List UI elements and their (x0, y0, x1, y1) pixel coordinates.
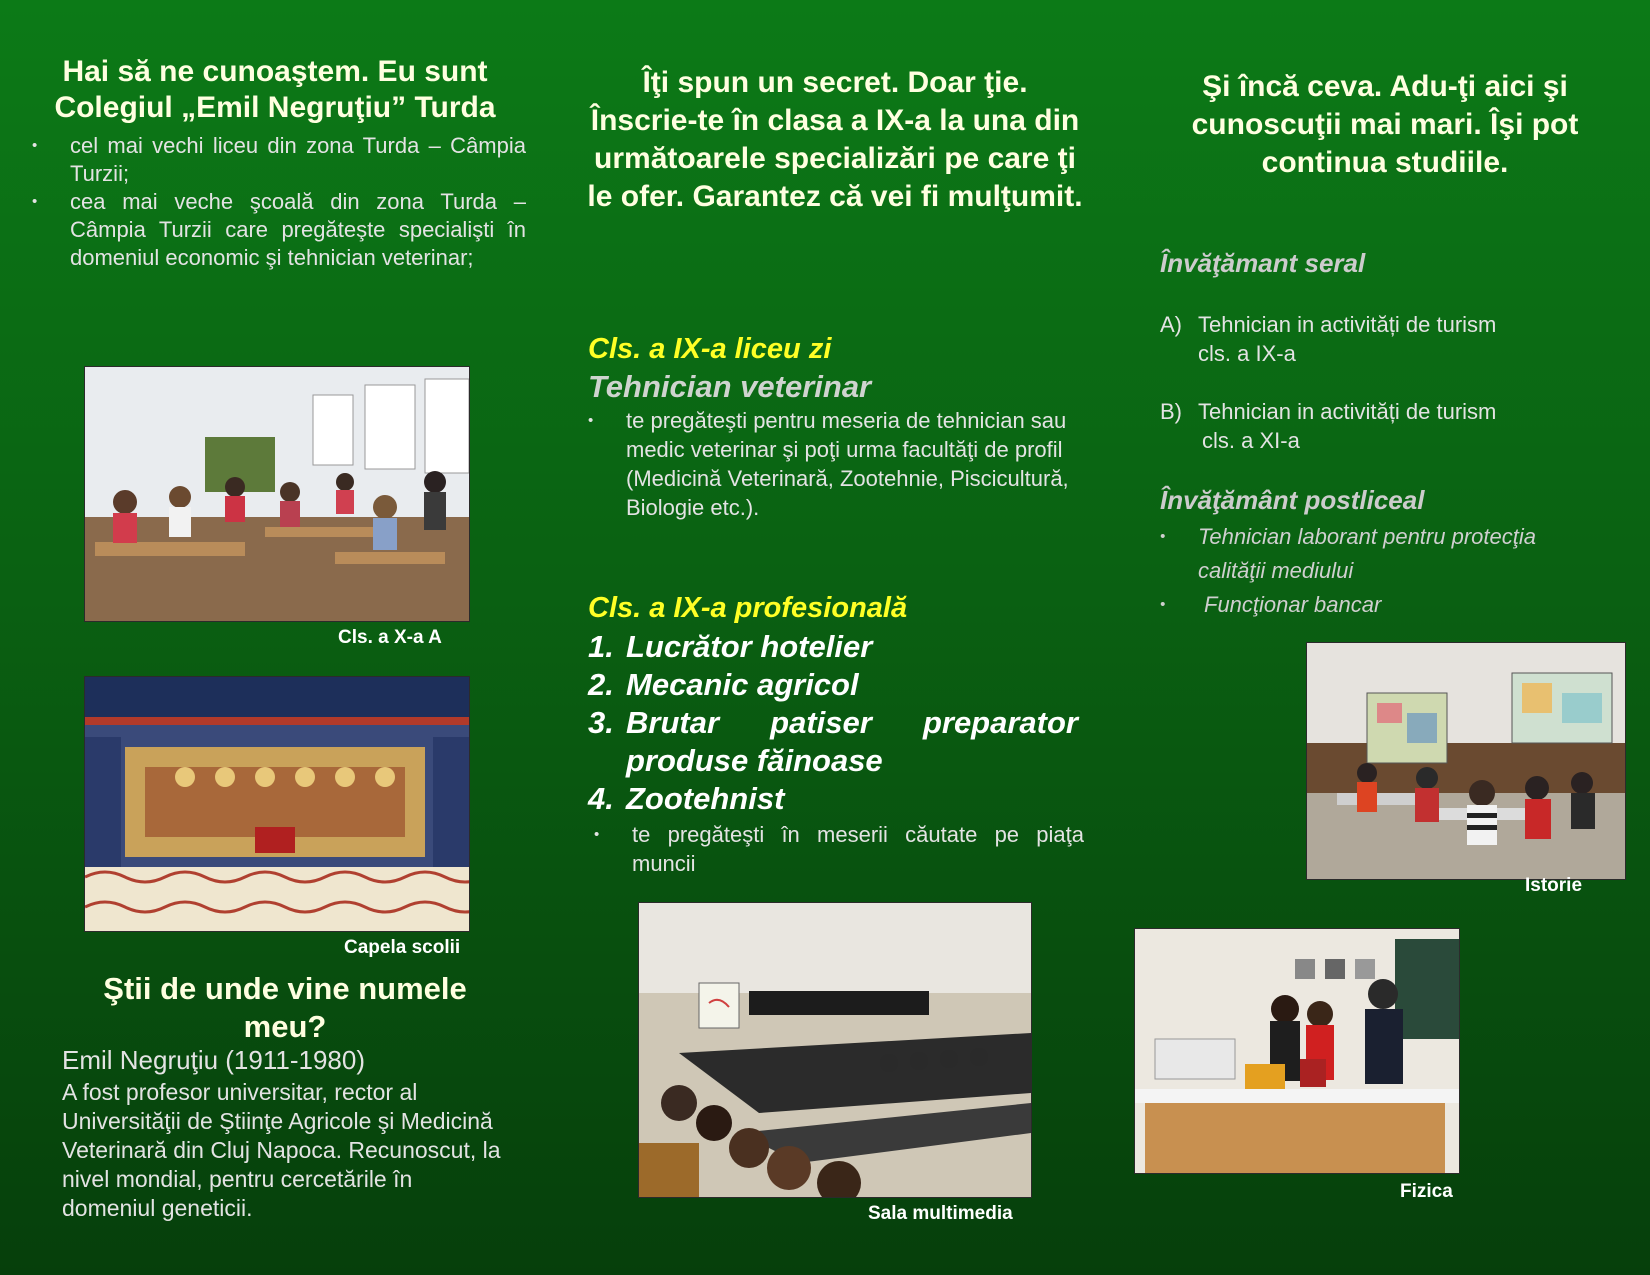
list-item: • Funcţionar bancar (1160, 588, 1600, 622)
postliceal-title: Învăţământ postliceal (1160, 485, 1425, 515)
sec2-title: Cls. a IX-a profesională (588, 592, 908, 624)
seral-title: Învăţămant seral (1160, 248, 1366, 278)
job-number: 1. (588, 629, 614, 664)
sec1-subtitle: Tehnician veterinar (588, 369, 872, 404)
name-origin-line1: Ştii de unde vine numele (103, 971, 467, 1006)
name-origin-line2: meu? (243, 1009, 327, 1044)
col3-title: Şi încă ceva. Adu-ţi aici şi cunoscuţii mai mari. Îşi pot continua studiile. (1191, 70, 1579, 179)
list-item: • Tehnician laborant pentru protecţia calităţii mediului (1160, 520, 1600, 588)
name-origin-title (40, 970, 530, 1046)
history-caption: Istorie (1525, 875, 1583, 896)
physics-caption: Fizica (1400, 1181, 1453, 1202)
job-title: Mecanic agricol (626, 667, 859, 702)
col1-title (20, 54, 530, 126)
item-line1: Tehnician in activități de turism (1198, 312, 1497, 337)
list-item (1160, 397, 1630, 455)
classroom-photo (84, 366, 470, 622)
job-number: 2. (588, 667, 614, 702)
item-text (1198, 310, 1496, 368)
item-line1: Tehnician in activități de turism (1198, 399, 1497, 424)
item-marker: A) (1160, 312, 1182, 337)
job-title: Zootehnist (626, 781, 785, 816)
col1-title-line2: Colegiul „Emil Negruţiu” Turda (54, 91, 496, 124)
list-item: • te pregăteşti în meserii căutate pe piaţa muncii (594, 820, 1084, 878)
chapel-caption: Capela scolii (344, 937, 461, 958)
list-item (588, 704, 1084, 780)
item-marker: B) (1160, 399, 1182, 424)
list-item: • cea mai veche şcoală din zona Turda – Câmpia Turzii care pregăteşte specialişti în domeniul economic şi tehnician veterinar; (32, 188, 526, 272)
list-item (588, 666, 1084, 704)
sec2-bullets (594, 820, 1084, 878)
col1-bullets (32, 132, 526, 272)
seral-list (1160, 310, 1630, 455)
physics-lab-photo (1134, 928, 1460, 1174)
item-line2: cls. a XI-a (1202, 428, 1300, 453)
list-item (588, 780, 1084, 818)
item-text (1198, 397, 1496, 455)
list-item (588, 628, 1084, 666)
person-name: Emil Negruţiu (1911-1980) (62, 1045, 365, 1075)
job-number: 3. (588, 705, 614, 740)
item-line2: cls. a IX-a (1198, 341, 1296, 366)
postliceal-list (1160, 520, 1600, 622)
chapel-photo (84, 676, 470, 932)
history-classroom-photo (1306, 642, 1626, 880)
list-item: • cel mai vechi liceu din zona Turda – Câmpia Turzii; (32, 132, 526, 188)
sec1-bullets (588, 406, 1078, 522)
job-number: 4. (588, 781, 614, 816)
col2-title: Îţi spun un secret. Doar ţie. Înscrie-te în clasa a IX-a la una din următoarele specializări pe care ţi le ofer. Garantez că vei fi mulţumit. (587, 66, 1083, 213)
list-item: • te pregăteşti pentru meseria de tehnician sau medic veterinar şi poţi urma facultăţi de profil (Medicină Veterinară, Zootehnie, Piscicultură, Biologie etc.). (588, 406, 1078, 522)
multimedia-room-photo (638, 902, 1032, 1198)
multimedia-caption: Sala multimedia (868, 1203, 1013, 1224)
sec1-title: Cls. a IX-a liceu zi (588, 333, 832, 365)
jobs-list (588, 628, 1084, 818)
person-bio: A fost profesor universitar, rector al Universităţii de Ştiinţe Agricole şi Medicină Veterinară din Cluj Napoca. Recunoscut, la nivel mondial, pentru cercetările în domeniul geneticii. (62, 1079, 501, 1221)
job-title: Lucrător hotelier (626, 629, 873, 664)
list-item (1160, 310, 1630, 368)
job-title: Brutar patiser preparator produse făinoase (626, 705, 1078, 778)
classroom-caption: Cls. a X-a A (338, 627, 442, 648)
col1-title-line1: Hai să ne cunoaştem. Eu sunt (62, 55, 488, 88)
